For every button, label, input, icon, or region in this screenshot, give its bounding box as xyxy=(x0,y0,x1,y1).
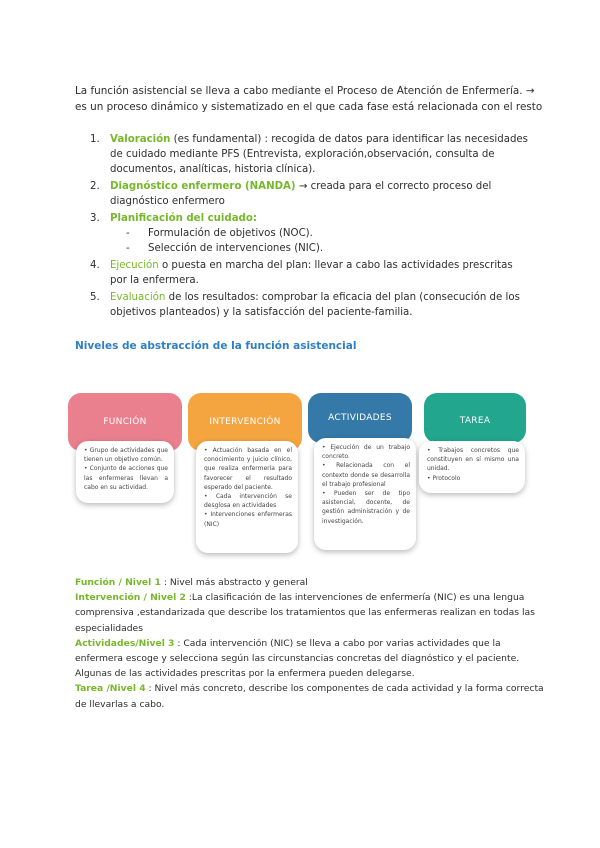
card-body xyxy=(314,438,416,550)
planning-item-text: Selección de intervenciones (NIC). xyxy=(148,243,324,254)
step-title: Diagnóstico enfermero (NANDA) xyxy=(110,181,296,192)
card-bullet: • Conjunto de acciones que las enfermeras llevan a cabo en su actividad. xyxy=(84,465,168,491)
list-number: 4. xyxy=(90,260,100,271)
step-title: Valoración xyxy=(110,134,171,145)
step-text: o puesta en marcha del plan: llevar a cabo las actividades prescritas por la enfermera. xyxy=(110,260,513,286)
planning-item-text: Formulación de objetivos (NOC). xyxy=(148,228,313,239)
card-header: FUNCIÓN xyxy=(68,393,182,451)
list-item-diagnostico xyxy=(90,179,530,209)
list-number: 3. xyxy=(90,213,100,224)
planning-sub-item: - Selección de intervenciones (NIC). xyxy=(126,243,324,254)
list-number: 1. xyxy=(90,134,100,145)
list-number: 2. xyxy=(90,181,100,192)
card-bullet: • Relacionada con el contexto donde se desarrolla el trabajo profesional xyxy=(322,462,410,488)
step-text: → creada para el correcto proceso del diagnóstico enfermero xyxy=(110,181,492,207)
card-intervencion xyxy=(188,393,302,573)
card-actividades xyxy=(308,393,412,563)
summary-level-2: Intervención / Nivel 2 :La clasificación de las intervenciones de enfermería (NIC) es una lengua comprensiva ,estandarizada que describe los tratamientos que las enfermeras realizan en todas las especialidades xyxy=(75,592,535,634)
card-bullet: • Pueden ser de tipo asistencial, docente, de gestión administración y de investigación. xyxy=(322,490,410,525)
card-bullet: • Ejecución de un trabajo concreto. xyxy=(322,444,410,461)
card-bullet: • Actuación basada en el conocimiento y juicio clínico, que realiza enfermería para favorecer el resultado esperado del paciente. xyxy=(204,447,292,491)
card-body xyxy=(419,441,525,493)
summary-level-1: Función / Nivel 1 : Nivel más abstracto y general xyxy=(75,577,308,588)
nursing-process-list xyxy=(90,132,530,322)
step-text: de los resultados: comprobar la eficacia del plan (consecución de los objetivos planteados) y la satisfacción del paciente-familia. xyxy=(110,292,520,318)
intro-paragraph xyxy=(75,83,545,115)
intro-line-2: es un proceso dinámico y sistematizado en el que cada fase está relacionada con el resto xyxy=(75,101,543,113)
card-tarea xyxy=(424,393,526,543)
card-bullet: • Grupo de actividades que tienen un objetivo común. xyxy=(84,447,169,464)
list-item-evaluacion xyxy=(90,290,530,320)
card-header: ACTIVIDADES xyxy=(308,393,412,443)
list-number: 5. xyxy=(90,292,100,303)
list-item-planificacion xyxy=(90,211,530,226)
card-bullet: • Protocolo xyxy=(427,474,461,482)
list-item-ejecucion xyxy=(90,258,530,288)
step-text: (es fundamental) : recogida de datos para identificar las necesidades de cuidado mediante PFS (Entrevista, exploración,observación, consulta de documentos, analíticas, historia clínica). xyxy=(110,134,528,175)
levels-summary xyxy=(75,575,545,712)
list-item-valoracion xyxy=(90,132,530,177)
summary-level-4: Tarea /Nivel 4 : Nivel más concreto, describe los componentes de cada actividad y la forma correcta de llevarlas a cabo. xyxy=(75,683,544,710)
card-header: INTERVENCIÓN xyxy=(188,393,302,451)
section-title: Niveles de abstracción de la función asistencial xyxy=(75,340,357,352)
card-funcion xyxy=(68,393,182,543)
summary-level-3: Actividades/Nivel 3 : Cada intervención (NIC) se lleva a cabo por varias actividades que la enfermera escoge y selecciona según las circunstancias concretas del diagnóstico y el paciente. Algunas de las actividades prescritas por la enfermera pueden delegarse. xyxy=(75,637,520,680)
card-body xyxy=(76,441,174,503)
step-title: Planificación del cuidado: xyxy=(110,213,257,224)
card-bullet: • Cada intervención se desglosa en actividades xyxy=(204,493,292,510)
card-bullet: • Intervenciones enfermeras (NIC) xyxy=(204,511,292,528)
card-header: TAREA xyxy=(424,393,526,443)
card-bullet: • Trabajos concretos que constituyen en sí mismo una unidad. xyxy=(427,447,519,473)
planning-sub-item: - Formulación de objetivos (NOC). xyxy=(126,228,313,239)
intro-line-1: La función asistencial se lleva a cabo mediante el Proceso de Atención de Enfermería. → xyxy=(75,85,535,97)
step-title: Evaluación xyxy=(110,292,166,303)
step-title: Ejecución xyxy=(110,260,159,271)
card-body xyxy=(196,441,298,553)
